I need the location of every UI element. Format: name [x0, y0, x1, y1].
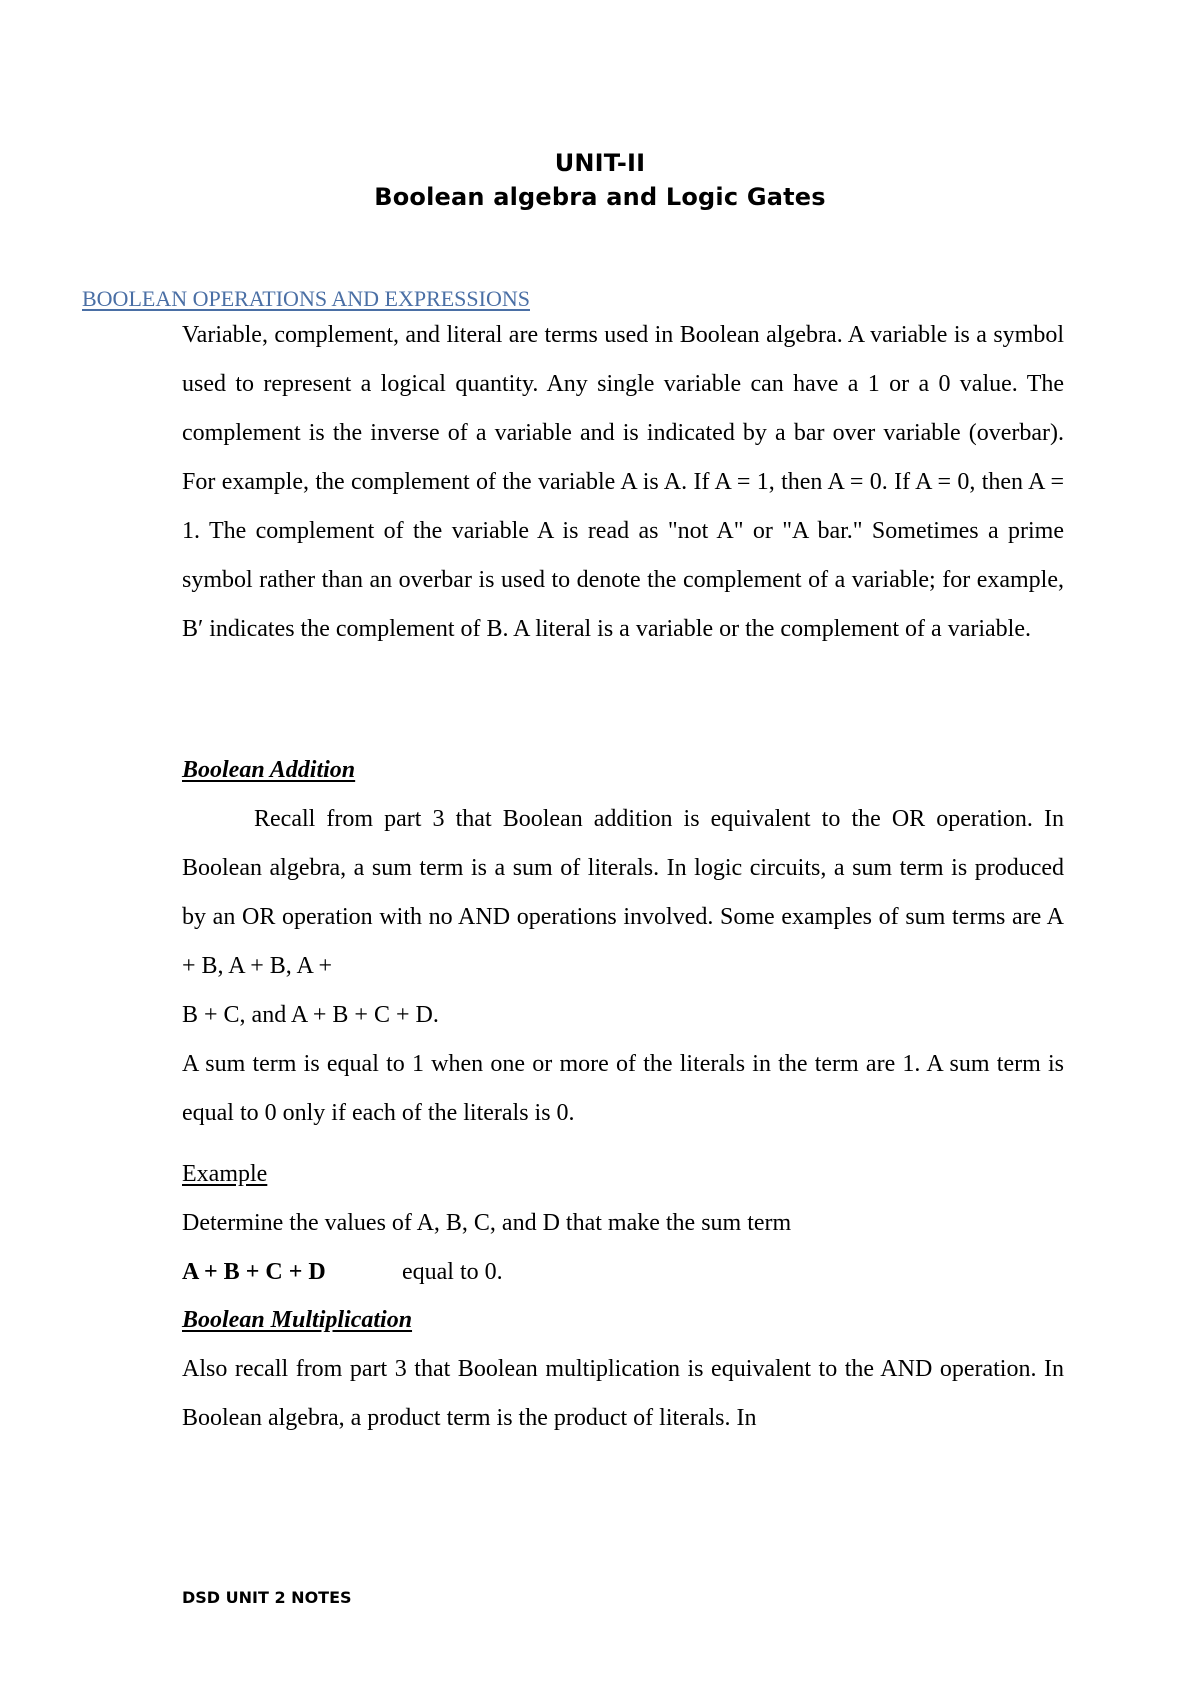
example-section — [182, 1150, 1064, 1297]
addition-paragraph: Recall from part 3 that Boolean addition is equivalent to the OR operation. In Boolean algebra, a sum term is a sum of literals. In logic circuits, a sum term is produced by an OR operation with no AND operations involved. Some examples of sum terms are A + B, A + B, A + — [182, 806, 1064, 979]
page-title: Boolean algebra and Logic Gates — [374, 183, 826, 211]
unit-title: UNIT-II — [554, 149, 646, 177]
addition-paragraph-2: A sum term is equal to 1 when one or more of the literals in the term are 1. A sum term is equal to 0 only if each of the literals is 0. — [182, 1051, 1064, 1126]
intro-paragraph: Variable, complement, and literal are terms used in Boolean algebra. A variable is a symbol used to represent a logical quantity. Any single variable can have a 1 or a 0 value. The complement is the inverse of a variable and is indicated by a bar over variable (overbar). For example, the complement of the variable A is A. If A = 1, then A = 0. If A = 0, then A = 1. The complement of the variable A is read as "not A" or "A bar." Sometimes a prime symbol rather than an overbar is used to denote the complement of a variable; for example, B′ indicates the complement of B. A literal is a variable or the complement of a variable. — [182, 322, 1064, 642]
addition-continuation: B + C, and A + B + C + D. — [182, 1002, 439, 1028]
example-equation-line — [182, 1248, 1064, 1297]
multiplication-section — [182, 1296, 1064, 1443]
section-heading: BOOLEAN OPERATIONS AND EXPRESSIONS — [82, 286, 530, 311]
addition-heading: Boolean Addition — [182, 757, 356, 783]
example-text: Determine the values of A, B, C, and D that make the sum term — [182, 1210, 792, 1236]
intro-section — [182, 311, 1064, 654]
multiplication-heading: Boolean Multiplication — [182, 1307, 413, 1333]
addition-section — [182, 746, 1064, 1138]
example-expression: A + B + C + D — [182, 1259, 326, 1285]
title-block — [0, 146, 1200, 214]
multiplication-paragraph: Also recall from part 3 that Boolean multiplication is equivalent to the AND operation. In Boolean algebra, a product term is the product of literals. In — [182, 1356, 1064, 1431]
example-result: equal to 0. — [402, 1259, 503, 1285]
page-footer: DSD UNIT 2 NOTES — [182, 1588, 352, 1607]
example-heading: Example — [182, 1161, 268, 1187]
